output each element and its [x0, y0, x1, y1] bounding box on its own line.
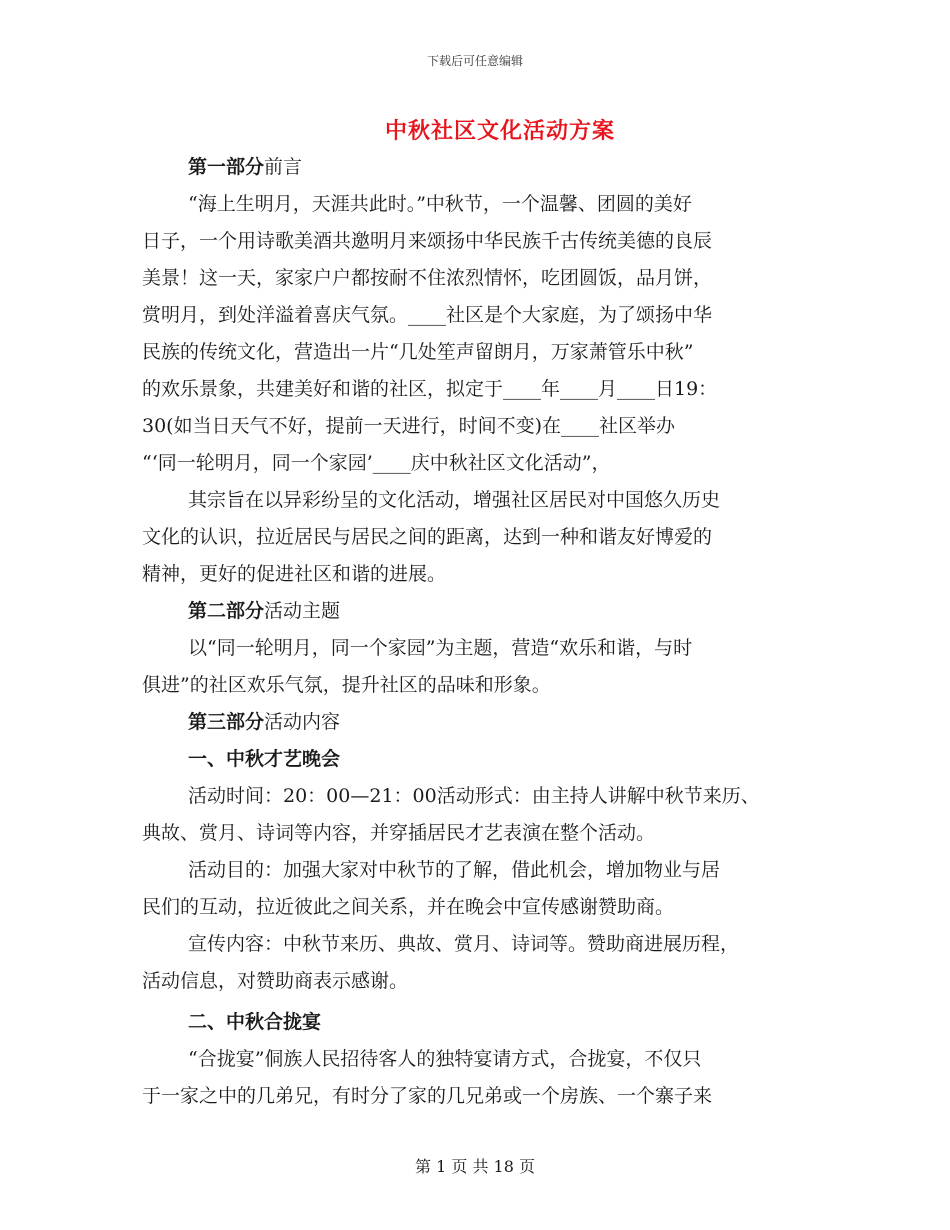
promo-line: 活动信息，对赞助商表示感谢。: [142, 970, 409, 992]
theme-line: 以“同一轮明月，同一个家园”为主题，营造“欢乐和谐，与时: [188, 637, 693, 659]
time-line: 典故、赏月、诗词等内容，并穿插居民才艺表演在整个活动。: [142, 822, 656, 844]
promo-line: 宣传内容：中秋节来历、典故、赏月、诗词等。赞助商进展历程，: [188, 933, 740, 955]
page-footer: 第 1 页 共 18 页: [415, 1157, 535, 1176]
purpose-line: 精神，更好的促进社区和谐的进展。: [142, 563, 447, 585]
section2-title: 二、中秋合拢宴: [188, 1011, 322, 1033]
intro-line: 的欢乐景象，共建美好和谐的社区，拟定于____年____月____日19：: [142, 378, 718, 400]
theme-line: 俱进”的社区欢乐气氛，提升社区的品味和形象。: [142, 674, 551, 696]
page-header: 下载后可任意编辑: [426, 54, 523, 68]
intro-line: “海上生明月，天涯共此时。”中秋节，一个温馨、团圆的美好: [188, 193, 692, 215]
goal-line: 民们的互动，拉近彼此之间关系，并在晚会中宣传感谢赞助商。: [142, 896, 675, 918]
part2-label: 第二部分: [188, 600, 265, 622]
part2-heading: [188, 598, 340, 624]
part1-heading: [188, 154, 302, 180]
time-line: 活动时间：20：00—21：00活动形式：由主持人讲解中秋节来历、: [188, 785, 760, 807]
intro-line: 美景！这一天，家家户户都按耐不住浓烈情怀，吃团圆饭，品月饼，: [142, 267, 713, 289]
feast-line: “合拢宴”侗族人民招待客人的独特宴请方式，合拢宴，不仅只: [188, 1048, 702, 1070]
part3-heading: [188, 709, 340, 735]
part1-heading-text: 前言: [264, 156, 303, 178]
intro-line: “‘同一轮明月，同一个家园’____庆中秋社区文化活动”，: [142, 452, 611, 474]
part3-heading-text: 活动内容: [264, 711, 341, 733]
intro-line: 30(如当日天气不好，提前一天进行，时间不变)在____社区举办: [142, 415, 676, 437]
part3-label: 第三部分: [188, 711, 265, 733]
part2-heading-text: 活动主题: [264, 600, 341, 622]
intro-line: 日子，一个用诗歌美酒共邀明月来颂扬中华民族千古传统美德的良辰: [142, 230, 713, 252]
section1-title: 一、中秋才艺晚会: [188, 748, 341, 770]
purpose-line: 其宗旨在以异彩纷呈的文化活动，增强社区居民对中国悠久历史: [188, 489, 721, 511]
intro-line: 民族的传统文化，营造出一片“几处笙声留朗月，万家萧管乐中秋”: [142, 341, 694, 363]
feast-line: 于一家之中的几弟兄，有时分了家的几兄弟或一个房族、一个寨子来: [142, 1085, 713, 1107]
purpose-line: 文化的认识，拉近居民与居民之间的距离，达到一种和谐友好博爱的: [142, 526, 713, 548]
intro-line: 赏明月，到处洋溢着喜庆气氛。____社区是个大家庭，为了颂扬中华: [142, 304, 713, 326]
document-title: 中秋社区文化活动方案: [384, 118, 615, 144]
part1-label: 第一部分: [188, 156, 265, 178]
goal-line: 活动目的：加强大家对中秋节的了解，借此机会，增加物业与居: [188, 859, 721, 881]
